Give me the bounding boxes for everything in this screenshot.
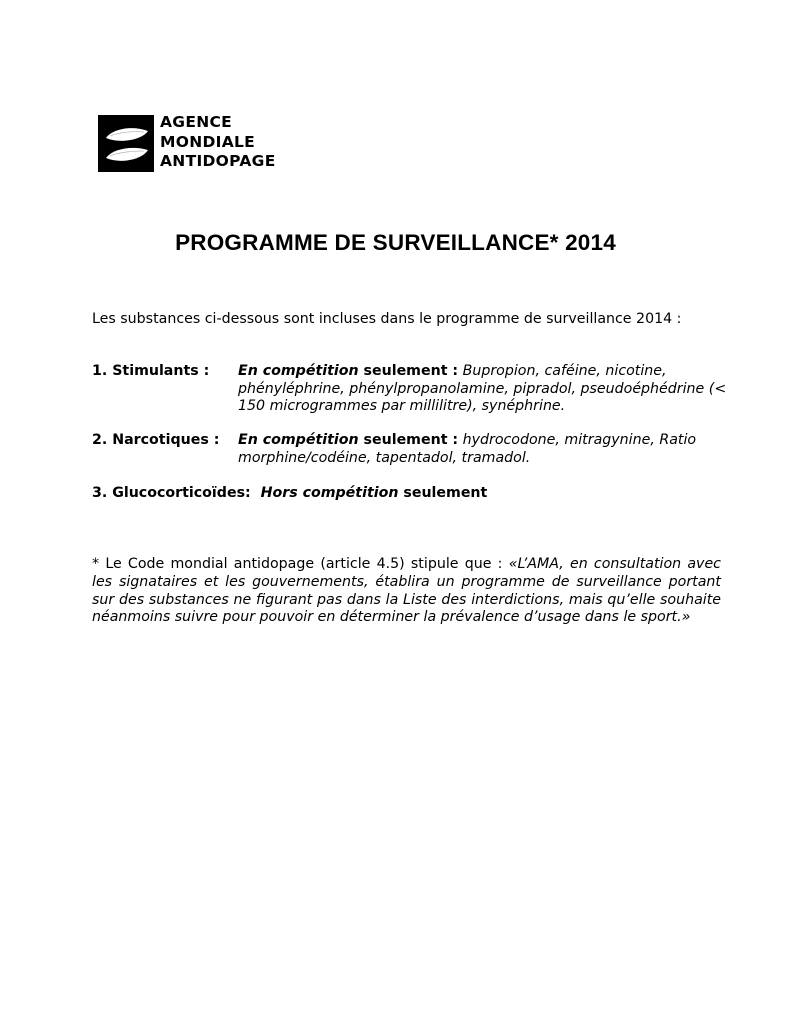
item-substances: hydrocodone, mitragynine, Ratio morphine/codéine, tapentadol, tramadol.: [238, 432, 697, 466]
item-condition-bold: seulement :: [358, 432, 459, 448]
item-content: [238, 363, 728, 416]
list-item-glucocorticoides: [92, 485, 487, 501]
item-condition-italic: Hors compétition: [260, 485, 399, 501]
intro-text: Les substances ci-dessous sont incluses dans le programme de surveillance 2014 :: [92, 311, 682, 327]
footnote-prefix: * Le Code mondial antidopage (article 4.5) stipule que :: [92, 556, 509, 572]
footnote: [92, 556, 721, 627]
item-condition-bold: seulement :: [358, 363, 459, 379]
item-label: 2. Narcotiques :: [92, 432, 220, 448]
item-condition-bold: seulement: [398, 485, 488, 501]
item-substances: Bupropion, caféine, nicotine, phényléphrine, phénylpropanolamine, pipradol, pseudoéphédrine (< 150 microgrammes par millilitre), synéphrine.: [238, 363, 727, 414]
item-label: 3. Glucocorticoïdes:: [92, 485, 251, 501]
item-content: [238, 432, 728, 467]
item-condition-italic: En compétition: [238, 363, 359, 379]
page-title: PROGRAMME DE SURVEILLANCE* 2014: [175, 230, 616, 255]
footnote-quote: «L’AMA, en consultation avec les signataires et les gouvernements, établira un programme de surveillance portant sur des substances ne figurant pas dans la Liste des interdictions, mais qu’elle souhaite néanmoins suivre pour pouvoir en déterminer la prévalence d’usage dans le sport.»: [92, 556, 721, 626]
logo-line-mondiale: MONDIALE: [160, 132, 256, 151]
item-label: 1. Stimulants :: [92, 363, 210, 379]
logo-line-antidopage: ANTIDOPAGE: [160, 152, 276, 170]
item-condition-italic: En compétition: [238, 432, 359, 448]
logo-text: [160, 113, 276, 172]
logo-line-agence: AGENCE: [160, 113, 233, 131]
wada-logo-icon: [98, 115, 154, 172]
